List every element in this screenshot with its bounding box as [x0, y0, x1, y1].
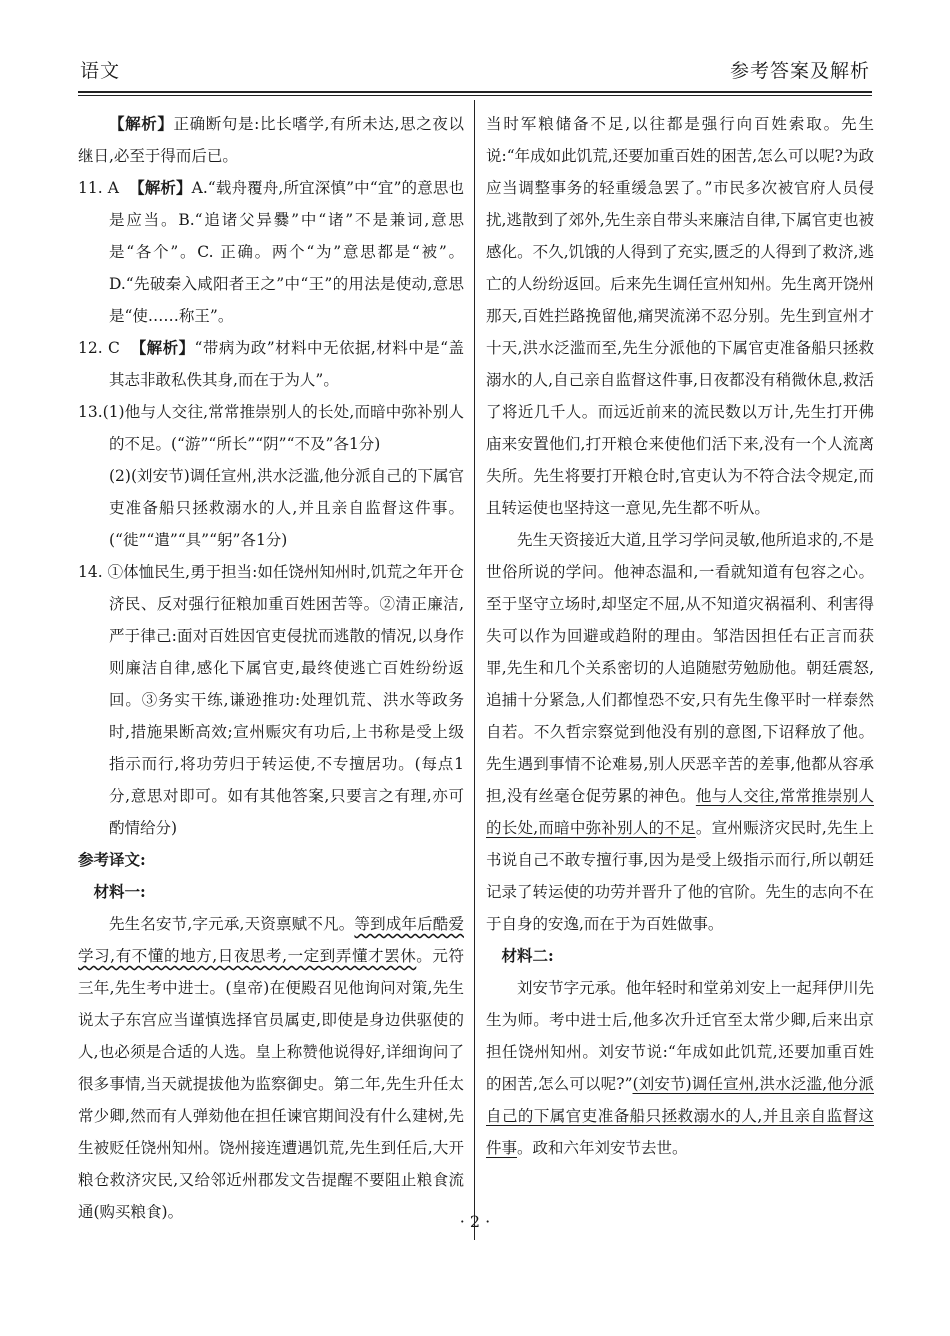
material-1-p2-text-a: 先生天资接近大道,且学习学问灵敏,他所追求的,不是世俗所说的学问。他神态温和,一看就知道有包容之心。至于坚守立场时,却坚定不屈,从不知道灾祸福利、利害得失可以作为回避或趋附的理由。邹浩因担任右正言而获罪,先生和几个关系密切的人追随慰劳勉励他。朝廷震怒,追捕十分紧急,人们都惶恐不安,只有先生像平时一样泰然自若。不久哲宗察觉到他没有别的意图,下诏释放了他。先生遇到事情不论难易,别人厌恶辛苦的差事,他都从容承担,没有丝毫仓促劳累的神色。 — [486, 531, 874, 805]
answer-12-tag: 【解析】 — [130, 338, 195, 357]
answer-11 — [78, 172, 464, 332]
material-1-text-b: 。元符三年,先生考中进士。(皇帝)在便殿召见他询问对策,先生说太子东宫应当谨慎选择官员属吏,即使是身边供驱使的人,也必须是合适的人选。皇上称赞他说得好,详细询问了很多事情,当天就提拔他为监察御史。第二年,先生升任太常少卿,然而有人弹劾他在担任谏官期间没有什么建树,先生被贬任饶州知州。饶州接连遭遇饥荒,先生到任后,大开粮仓救济灾民,又给邻近州郡发文告提醒不要阻止粮食流通(购买粮食)。 — [78, 947, 464, 1221]
page-number: · 2 · — [459, 1212, 491, 1231]
answer-12-number: 12. C — [78, 339, 120, 357]
material-2-underlined: (刘安节)调任宣州,洪水泛滥,他分派自己的下属官吏准备船只拯救溺水的人,并且亲自监督这件事 — [486, 1075, 874, 1157]
material-2-text-b: 。政和六年刘安节去世。 — [517, 1139, 688, 1157]
material-2-title: 材料二: — [501, 946, 554, 965]
column-divider — [474, 100, 475, 1240]
intro-text: 正确断句是:比长嗜学,有所未达,思之夜以继日,必至于得而后已。 — [78, 115, 464, 165]
header-rule-thick — [78, 91, 872, 93]
answer-11-tag: 【解析】 — [129, 178, 192, 197]
answer-12 — [78, 332, 464, 396]
material-1-p2-text-b: 。宣州赈济灾民时,先生上书说自己不敢专擅行事,因为是受上级指示而行,所以朝廷记录了转运使的功劳并晋升了他的官阶。先生的志向不在于自身的安逸,而在于为百姓做事。 — [486, 819, 874, 933]
header-subject: 语文 — [80, 60, 121, 82]
material-1-continued: 当时军粮储备不足,以往都是强行向百姓索取。先生说:“年成如此饥荒,还要加重百姓的困苦,怎么可以呢?为政应当调整事务的轻重缓急罢了。”市民多次被官府人员侵扰,逃散到了郊外,先生亲自带头来廉洁自律,下属官吏也被感化。不久,饥饿的人得到了充实,匮乏的人得到了救济,逃亡的人纷纷返回。后来先生调任宣州知州。先生离开饶州那天,百姓拦路挽留他,痛哭流涕不忍分别。先生到宣州才十天,洪水泛滥而至,先生分派他的下属官吏准备船只拯救溺水的人,自己亲自监督这件事,日夜都没有稍微休息,救活了将近几千人。而远近前来的流民数以万计,先生打开佛庙来安置他们,打开粮仓来使他们活下来,没有一个人流离失所。先生将要打开粮仓时,官吏认为不符合法令规定,而且转运使也坚持这一意见,先生都不听从。 — [486, 115, 874, 517]
intro-analysis — [78, 108, 464, 172]
reference-translation-title: 参考译文: — [78, 850, 146, 869]
answer-13-part2: (2)(刘安节)调任宣州,洪水泛滥,他分派自己的下属官吏准备船只拯救溺水的人,并且亲自监督这件事。(“徙”“遣”“具”“躬”各1分) — [109, 467, 464, 549]
left-column — [78, 108, 464, 1228]
analysis-tag: 【解析】 — [109, 114, 174, 133]
material-1-underlined: 等到成年后酷爱学习,有不懂的地方,日夜思考,一定到弄懂才罢休 — [78, 915, 464, 965]
header-title: 参考答案及解析 — [729, 60, 870, 82]
material-2-text-a: 刘安节字元承。他年轻时和堂弟刘安上一起拜伊川先生为师。考中进士后,他多次升迁官至太常少卿,后来出京担任饶州知州。刘安节说:“年成如此饥荒,还要加重百姓的困苦,怎么可以呢?” — [486, 979, 874, 1093]
material-1-title: 材料一: — [93, 882, 146, 901]
header-rule-thin — [78, 95, 872, 96]
material-1-paragraph-2 — [486, 524, 874, 940]
material-1-p2-underlined: 他与人交往,常常推崇别人的长处,而暗中弥补别人的不足 — [486, 787, 874, 837]
answer-13-part1: 13.(1)他与人交往,常常推崇别人的长处,而暗中弥补别人的不足。(“游”“所长”“阴”“不及”各1分) — [78, 403, 464, 453]
material-2-paragraph — [486, 972, 874, 1164]
answer-14: 14. ①体恤民生,勇于担当:如任饶州知州时,饥荒之年开仓济民、反对强行征粮加重百姓困苦等。②清正廉洁,严于律己:面对百姓因官吏侵扰而逃散的情况,以身作则廉洁自律,感化下属官吏,最终使逃亡百姓纷纷返回。③务实干练,谦逊推功:处理饥荒、洪水等政务时,措施果断高效;宣州赈灾有功后,上书称是受上级指示而行,将功劳归于转运使,不专擅居功。(每点1分,意思对即可。如有其他答案,只要言之有理,亦可酌情给分) — [78, 563, 464, 837]
material-1-paragraph — [78, 908, 464, 1228]
right-column — [486, 108, 874, 1164]
answer-11-text: A.“载舟覆舟,所宜深慎”中“宜”的意思也是应当。B.“追诸父异爨”中“诸”不是兼词,意思是“各个”。C. 正确。两个“为”意思都是“被”。D.“先破秦入咸阳者王之”中“王”的用法是使动,意思是“使……称王”。 — [109, 179, 464, 325]
answer-12-text: “带病为政”材料中无依据,材料中是“盖其志非敢私佚其身,而在于为人”。 — [109, 339, 465, 389]
material-1-text-a: 先生名安节,字元承,天资禀赋不凡。 — [109, 915, 355, 933]
answer-11-number: 11. A — [78, 179, 119, 197]
